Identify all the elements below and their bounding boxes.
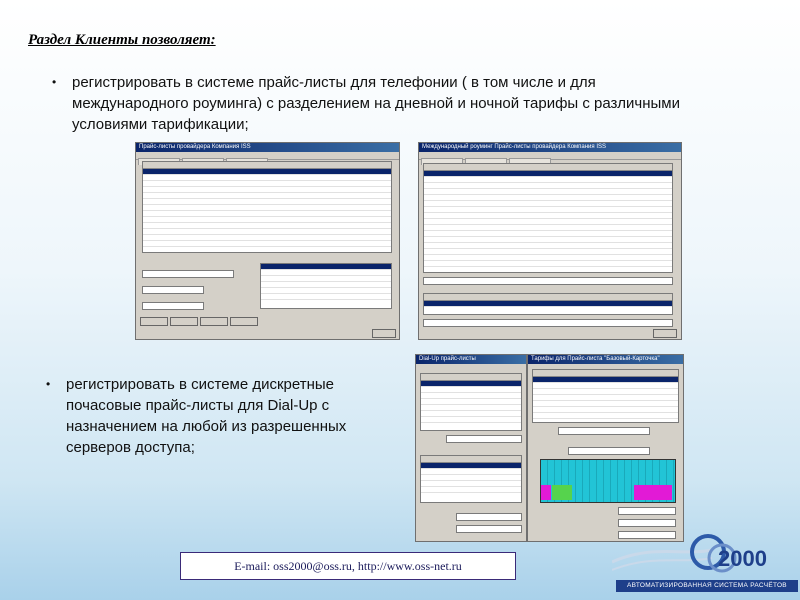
tariff-table xyxy=(532,369,679,423)
logo-caption: АВТОМАТИЗИРОВАННАЯ СИСТЕМА РАСЧЁТОВ xyxy=(616,580,798,592)
screenshot-dialup xyxy=(415,354,527,542)
save-button[interactable] xyxy=(140,317,168,326)
tab-strip xyxy=(136,152,399,160)
bullet-dot: • xyxy=(52,75,57,89)
input-field[interactable] xyxy=(423,319,673,327)
input-field[interactable] xyxy=(456,513,522,521)
window-title: Тарифы для Прайс-листа "Базовый-Карточка" xyxy=(528,355,683,364)
input-field[interactable] xyxy=(568,447,650,455)
clear-button[interactable] xyxy=(230,317,258,326)
load-button[interactable] xyxy=(170,317,198,326)
logo-number: 2000 xyxy=(718,546,767,571)
input-field[interactable] xyxy=(142,286,204,294)
tariff-list xyxy=(260,263,392,309)
server-table xyxy=(420,455,522,503)
intl-call-table xyxy=(423,293,673,315)
company-logo xyxy=(612,514,800,600)
input-field[interactable] xyxy=(142,302,204,310)
section-heading: Раздел Клиенты позволяет: xyxy=(28,32,216,48)
update-button[interactable] xyxy=(200,317,228,326)
tab-strip xyxy=(419,152,681,160)
window-title: Международный роуминг Прайс-листы провайдера Компания ISS xyxy=(419,143,681,152)
country-table xyxy=(423,163,673,273)
price-table xyxy=(142,161,392,253)
contact-footer: E-mail: oss2000@oss.ru, http://www.oss-net.ru xyxy=(180,552,516,580)
screenshot-price-lists xyxy=(135,142,400,340)
bullet-item-dialup xyxy=(46,374,396,458)
close-button[interactable] xyxy=(372,329,396,338)
price-list-table xyxy=(420,373,522,431)
input-field[interactable] xyxy=(423,277,673,285)
screenshot-roaming xyxy=(418,142,682,340)
window-title: Dial-Up прайс-листы xyxy=(416,355,526,364)
bullet-text: регистрировать в системе дискретные почасовые прайс-листы для Dial-Up с назначением на любой из разрешенных серверов доступа; xyxy=(66,376,347,456)
close-button[interactable] xyxy=(653,329,677,338)
night-tariff-cells xyxy=(634,485,672,500)
input-field[interactable] xyxy=(558,427,650,435)
day-tariff-cells xyxy=(552,485,572,500)
input-field[interactable] xyxy=(446,435,522,443)
night-tariff-cells xyxy=(541,485,551,500)
bullet-text: регистрировать в системе прайс-листы для телефонии ( в том числе и для международного роуминга) с разделением на дневной и ночной тарифы с различными условиями тарификации; xyxy=(72,74,680,133)
window-title: Прайс-листы провайдера Компания ISS xyxy=(136,143,399,152)
input-field[interactable] xyxy=(142,270,234,278)
bullet-item-telephony xyxy=(52,72,692,135)
bullet-dot: • xyxy=(46,377,51,391)
input-field[interactable] xyxy=(456,525,522,533)
